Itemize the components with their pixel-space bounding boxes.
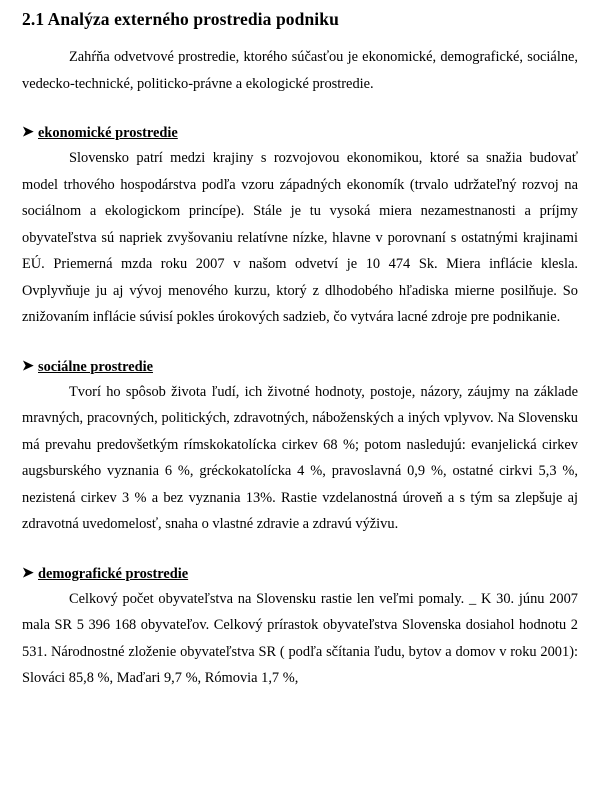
- arrowhead-bullet-icon: ➤: [22, 565, 34, 581]
- arrowhead-bullet-icon: ➤: [22, 125, 34, 140]
- section-heading-label: sociálne prostredie: [38, 358, 153, 375]
- spacer: [22, 331, 578, 357]
- demographic-paragraph: Celkový počet obyvateľstva na Slovensku rastie len veľmi pomaly. _ K 30. júnu 2007 mala SR 5 396 168 obyvateľov. Celkový prírastok obyvateľstva Slovenska dosiahol hodnotu 2 531. Národnostné zloženie obyvateľstva SR ( podľa sčítania ľudu, bytov a domov v roku 2001): Slováci 85,8 %, Maďari 9,7 %, Rómovia 1,7 %,: [22, 590, 578, 686]
- section-heading-label: ekonomické prostredie: [38, 125, 178, 141]
- section-heading-economic: [22, 123, 578, 143]
- intro-paragraph: Zahŕňa odvetvové prostredie, ktorého súčasťou je ekonomické, demografické, sociálne, vedecko-technické, politicko-právne a ekologické prostredie.: [22, 49, 578, 92]
- spacer: [22, 97, 578, 123]
- economic-paragraph: Slovensko patrí medzi krajiny s rozvojovou ekonomikou, ktoré sa snažia budovať model trhového hospodárstva podľa vzoru západných ekonomík (trvalo udržateľný rozvoj na sociálnom a ekologickom princípe). Stále je tu vysoká miera nezamestnanosti a príjmy obyvateľstva sú napriek zvyšovaniu relatívne nízke, hlavne v porovnaní s ostatnými krajinami EÚ. Priemerná mzda roku 2007 v našom odvetví je 10 474 Sk. Miera inflácie klesla. Ovplyvňuje ju aj vývoj menového kurzu, ktorý z dlhodobého hľadiska mierne posilňuje. So znižovaním inflácie súvisí pokles úrokových sadzieb, čo vytvára lacné zdroje pre podnikanie.: [22, 150, 578, 325]
- section-heading-label: demografické prostredie: [38, 565, 189, 582]
- section-title: 2.1 Analýza externého prostredia podniku: [22, 9, 339, 29]
- arrowhead-bullet-icon: ➤: [22, 358, 34, 374]
- social-paragraph: Tvorí ho spôsob života ľudí, ich životné hodnoty, postoje, názory, záujmy na základe mravných, pracovných, politických, zdravotných, náboženských a iných vplyvov. Na Slovensku má prevahu predovšetkým rímskokatolícka cirkev 68 %; potom nasledujú: evanjelická cirkev augsburského vyznania 6 %, gréckokatolícka 4 %, pravoslavná 0,9 %, ostatné cirkvi 5,3 %, nezistená cirkev 3 % a bez vyznania 13%. Rastie vzdelanostná úroveň a s tým sa zlepšuje aj zdravotná uvedomelosť, snaha o vlastné zdravie a zdravú výživu.: [22, 383, 578, 532]
- spacer: [22, 538, 578, 564]
- section-heading-social: [22, 357, 578, 377]
- section-heading-demographic: [22, 564, 578, 584]
